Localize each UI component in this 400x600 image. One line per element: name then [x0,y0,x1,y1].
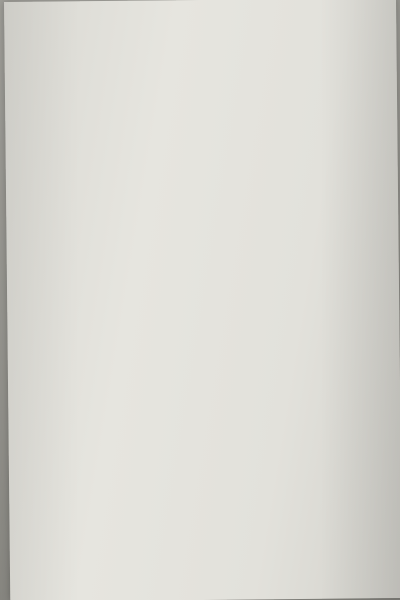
meat-fish-data-table [49,460,387,464]
data-table [49,460,387,464]
document-body [16,4,386,32]
paper-sheet [4,0,400,600]
document-title [16,4,386,22]
table-body [49,460,387,464]
paragraph-list [16,28,386,32]
